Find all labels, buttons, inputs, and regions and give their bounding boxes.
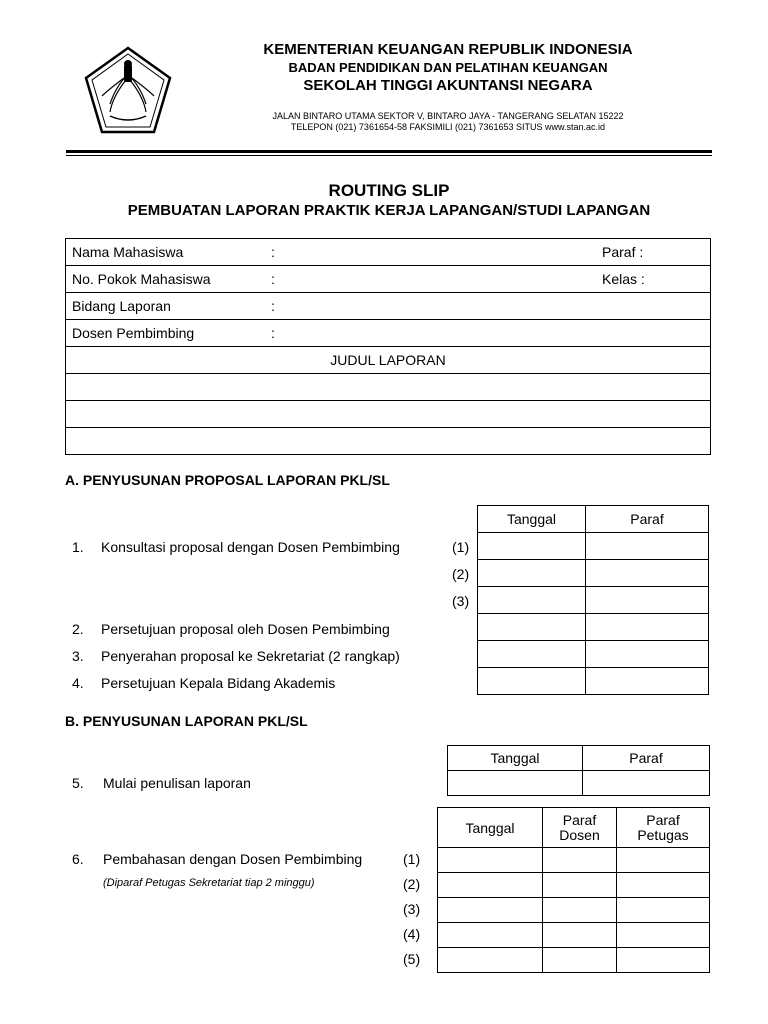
table-row	[438, 898, 710, 923]
paraf-petugas-cell[interactable]	[617, 948, 710, 973]
header-divider-thin	[66, 155, 712, 156]
table-row	[478, 668, 709, 695]
date-cell[interactable]	[438, 873, 543, 898]
table-row	[66, 266, 711, 293]
table-row	[448, 771, 710, 796]
sub-label: (1)	[403, 851, 421, 867]
sub-label: (2)	[403, 876, 421, 892]
date-cell[interactable]	[448, 771, 583, 796]
section-b-table-2	[437, 807, 710, 973]
label-judul: JUDUL LAPORAN	[66, 347, 711, 374]
sub-label: (1)	[452, 539, 470, 555]
header-divider	[66, 150, 712, 153]
paraf-cell[interactable]	[586, 641, 709, 668]
judul-line-2[interactable]	[66, 401, 711, 428]
date-cell[interactable]	[478, 614, 586, 641]
item-text: Persetujuan Kepala Bidang Akademis	[101, 675, 336, 691]
page-subtitle: PEMBUATAN LAPORAN PRAKTIK KERJA LAPANGAN/STUDI LAPANGAN	[127, 202, 651, 219]
table-row	[66, 428, 711, 455]
paraf-dosen-cell[interactable]	[543, 898, 617, 923]
label-paraf: Paraf :	[602, 244, 644, 260]
item-text: Persetujuan proposal oleh Dosen Pembimbing	[101, 621, 390, 637]
col-paraf-petugas: Paraf Petugas	[637, 811, 689, 843]
paraf-petugas-cell[interactable]	[617, 848, 710, 873]
date-cell[interactable]	[438, 948, 543, 973]
item-text: Mulai penulisan laporan	[103, 775, 251, 791]
table-row	[478, 560, 709, 587]
table-row	[438, 923, 710, 948]
sub-label: (2)	[452, 566, 470, 582]
item-text: Konsultasi proposal dengan Dosen Pembimbing	[101, 539, 400, 555]
date-cell[interactable]	[438, 923, 543, 948]
item-num: 6.	[72, 851, 84, 867]
table-row	[66, 374, 711, 401]
date-cell[interactable]	[478, 668, 586, 695]
section-b-heading: B. PENYUSUNAN LAPORAN PKL/SL	[65, 713, 308, 729]
col-tanggal: Tanggal	[478, 506, 586, 533]
paraf-petugas-cell[interactable]	[617, 873, 710, 898]
table-row	[66, 239, 711, 266]
col-paraf: Paraf	[586, 506, 709, 533]
table-row	[438, 873, 710, 898]
table-row	[478, 641, 709, 668]
label-dosen: Dosen Pembimbing	[72, 325, 195, 341]
colon: :	[271, 325, 275, 341]
label-nama: Nama Mahasiswa	[72, 244, 184, 260]
table-row	[448, 746, 710, 771]
section-a-heading: A. PENYUSUNAN PROPOSAL LAPORAN PKL/SL	[65, 472, 390, 488]
paraf-dosen-cell[interactable]	[543, 948, 617, 973]
paraf-petugas-cell[interactable]	[617, 923, 710, 948]
table-row	[478, 614, 709, 641]
item-text: Penyerahan proposal ke Sekretariat (2 rangkap)	[101, 648, 400, 664]
judul-line-1[interactable]	[66, 374, 711, 401]
label-npm: No. Pokok Mahasiswa	[72, 271, 211, 287]
header-contact: TELEPON (021) 7361654-58 FAKSIMILI (021) 7361653 SITUS www.stan.ac.id	[290, 122, 606, 132]
header-address: JALAN BINTARO UTAMA SEKTOR V, BINTARO JAYA - TANGERANG SELATAN 15222	[272, 111, 624, 121]
date-cell[interactable]	[478, 560, 586, 587]
ministry-logo	[80, 44, 176, 140]
sub-label: (3)	[403, 901, 421, 917]
date-cell[interactable]	[478, 641, 586, 668]
header-ministry: KEMENTERIAN KEUANGAN REPUBLIK INDONESIA	[263, 41, 633, 58]
colon: :	[271, 271, 275, 287]
sub-label: (4)	[403, 926, 421, 942]
col-paraf: Paraf	[583, 746, 710, 771]
item-num: 5.	[72, 775, 84, 791]
date-cell[interactable]	[478, 533, 586, 560]
ministry-emblem-icon	[80, 44, 176, 140]
table-row	[438, 808, 710, 848]
table-row	[438, 948, 710, 973]
paraf-dosen-cell[interactable]	[543, 923, 617, 948]
table-row	[478, 506, 709, 533]
paraf-petugas-cell[interactable]	[617, 898, 710, 923]
col-tanggal: Tanggal	[438, 808, 543, 848]
paraf-cell[interactable]	[586, 560, 709, 587]
paraf-cell[interactable]	[586, 614, 709, 641]
paraf-cell[interactable]	[586, 533, 709, 560]
date-cell[interactable]	[438, 848, 543, 873]
judul-line-3[interactable]	[66, 428, 711, 455]
table-row	[478, 533, 709, 560]
section-a-table	[477, 505, 709, 695]
student-info-table	[65, 238, 711, 455]
label-bidang: Bidang Laporan	[72, 298, 171, 314]
item-num: 4.	[72, 675, 84, 691]
paraf-dosen-cell[interactable]	[543, 873, 617, 898]
item-num: 2.	[72, 621, 84, 637]
paraf-cell[interactable]	[586, 668, 709, 695]
label-kelas: Kelas :	[602, 271, 645, 287]
table-row	[66, 401, 711, 428]
col-paraf-dosen: Paraf Dosen	[559, 811, 600, 843]
section-b-table-1	[447, 745, 710, 796]
colon: :	[271, 244, 275, 260]
table-row	[66, 293, 711, 320]
paraf-dosen-cell[interactable]	[543, 848, 617, 873]
table-row	[66, 320, 711, 347]
sub-label: (3)	[452, 593, 470, 609]
paraf-cell[interactable]	[583, 771, 710, 796]
sub-label: (5)	[403, 951, 421, 967]
col-tanggal: Tanggal	[448, 746, 583, 771]
item-text: Pembahasan dengan Dosen Pembimbing	[103, 851, 363, 867]
item-note: (Diparaf Petugas Sekretariat tiap 2 minggu)	[103, 877, 315, 889]
table-row	[478, 587, 709, 614]
date-cell[interactable]	[438, 898, 543, 923]
table-row	[66, 347, 711, 374]
paraf-cell[interactable]	[586, 587, 709, 614]
item-num: 1.	[72, 539, 84, 555]
header-agency: BADAN PENDIDIKAN DAN PELATIHAN KEUANGAN	[288, 60, 608, 75]
header-school: SEKOLAH TINGGI AKUNTANSI NEGARA	[303, 77, 593, 94]
page-title: ROUTING SLIP	[328, 181, 450, 200]
date-cell[interactable]	[478, 587, 586, 614]
colon: :	[271, 298, 275, 314]
item-num: 3.	[72, 648, 84, 664]
table-row	[438, 848, 710, 873]
